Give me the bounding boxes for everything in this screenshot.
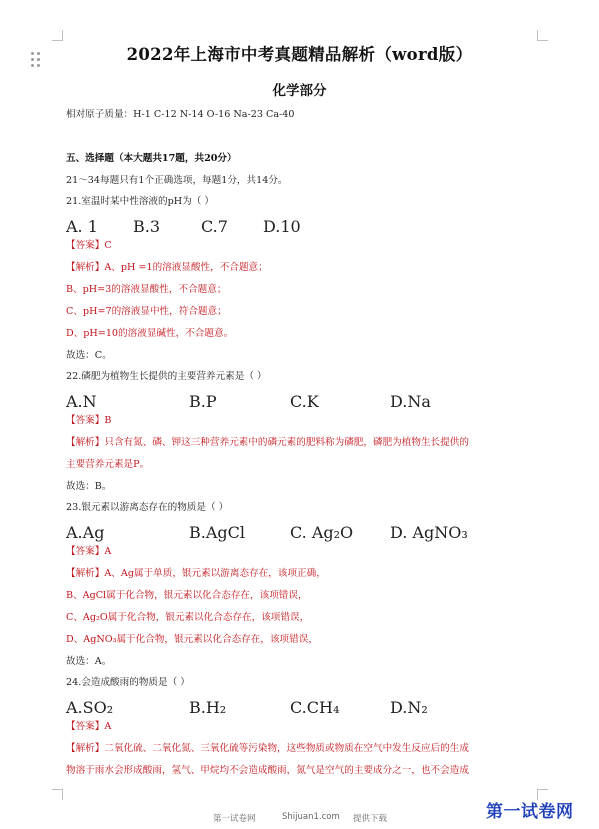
page-corner-mark [537, 30, 548, 41]
option-b: B.AgCl [189, 523, 245, 542]
page-corner-mark [52, 789, 63, 800]
footer-site-url[interactable]: Shijuan1.com [282, 812, 340, 822]
option-a: A.SO₂ [66, 698, 114, 717]
analysis-line: D、AgNO₃属于化合物，银元素以化合态存在，该项错误， [66, 634, 318, 645]
answer-line: 【答案】A [66, 721, 112, 732]
option-c: C. Ag₂O [290, 523, 354, 542]
question-stem: 22.磷肥为植物生长提供的主要营养元素是（ ） [66, 371, 267, 382]
analysis-line: 物溶于雨水会形成酸雨，氢气、甲烷均不会造成酸雨，氮气是空气的主要成分之一，也不会造成 [66, 765, 469, 776]
option-c: C.CH₄ [290, 698, 340, 717]
option-b: B.3 [133, 217, 161, 236]
answer-line: 【答案】C [66, 240, 112, 251]
section-heading: 五、选择题（本大题共17题，共20分） [66, 153, 237, 164]
brand-watermark: 第一试卷网 [486, 802, 574, 822]
footer-site-name: 第一试卷网 [213, 814, 256, 824]
option-a: A.N [66, 392, 97, 411]
option-d: D. AgNO₃ [390, 523, 468, 542]
question-stem: 24.会造成酸雨的物质是（ ） [66, 677, 190, 688]
analysis-line: 【解析】A、Ag属于单质，银元素以游离态存在，该项正确， [66, 568, 326, 579]
option-b: B.P [189, 392, 217, 411]
analysis-line: 【解析】只含有氮、磷、钾这三种营养元素中的磷元素的肥料称为磷肥，磷肥为植物生长提供的 [66, 437, 469, 448]
question-options [0, 217, 599, 236]
document-title: 2022年上海市中考真题精品解析（word版） [126, 45, 473, 64]
option-c: C.K [290, 392, 319, 411]
option-d: D.N₂ [390, 698, 428, 717]
section-instruction: 21～34每题只有1个正确选项，每题1分，共14分。 [66, 175, 288, 186]
option-a: A. 1 [66, 217, 98, 236]
analysis-line: 主要营养元素是P。 [66, 459, 150, 470]
option-d: D.10 [263, 217, 301, 236]
option-b: B.H₂ [189, 698, 227, 717]
conclusion-line: 故选：C。 [66, 350, 112, 361]
analysis-line: D、pH=10的溶液显碱性，不合题意。 [66, 328, 234, 339]
footer-download-text: 提供下载 [353, 814, 388, 824]
analysis-line: B、pH=3的溶液显酸性，不合题意； [66, 284, 227, 295]
answer-line: 【答案】B [66, 415, 112, 426]
conclusion-line: 故选：A。 [66, 656, 112, 667]
question-options [0, 392, 599, 411]
answer-line: 【答案】A [66, 546, 112, 557]
analysis-line: C、Ag₂O属于化合物，银元素以化合态存在，该项错误， [66, 612, 310, 623]
analysis-line: C、pH=7的溶液显中性，符合题意； [66, 306, 227, 317]
page-corner-mark [52, 30, 63, 41]
conclusion-line: 故选：B。 [66, 481, 112, 492]
question-options [0, 523, 599, 542]
question-stem: 21.室温时某中性溶液的pH为（ ） [66, 196, 214, 207]
option-a: A.Ag [66, 523, 105, 542]
document-subtitle: 化学部分 [272, 83, 327, 99]
option-d: D.Na [390, 392, 431, 411]
option-c: C.7 [201, 217, 228, 236]
atomic-masses: 相对原子质量：H-1 C-12 N-14 O-16 Na-23 Ca-40 [66, 109, 295, 120]
analysis-line: 【解析】二氧化硫、二氧化氮、三氧化硫等污染物，这些物质或物质在空气中发生反应后的生成 [66, 743, 469, 754]
analysis-line: B、AgCl属于化合物，银元素以化合态存在，该项错误， [66, 590, 308, 601]
analysis-line: 【解析】A、pH =1的溶液显酸性，不合题意； [66, 262, 268, 273]
question-stem: 23.银元素以游离态存在的物质是（ ） [66, 502, 229, 513]
question-options [0, 698, 599, 717]
